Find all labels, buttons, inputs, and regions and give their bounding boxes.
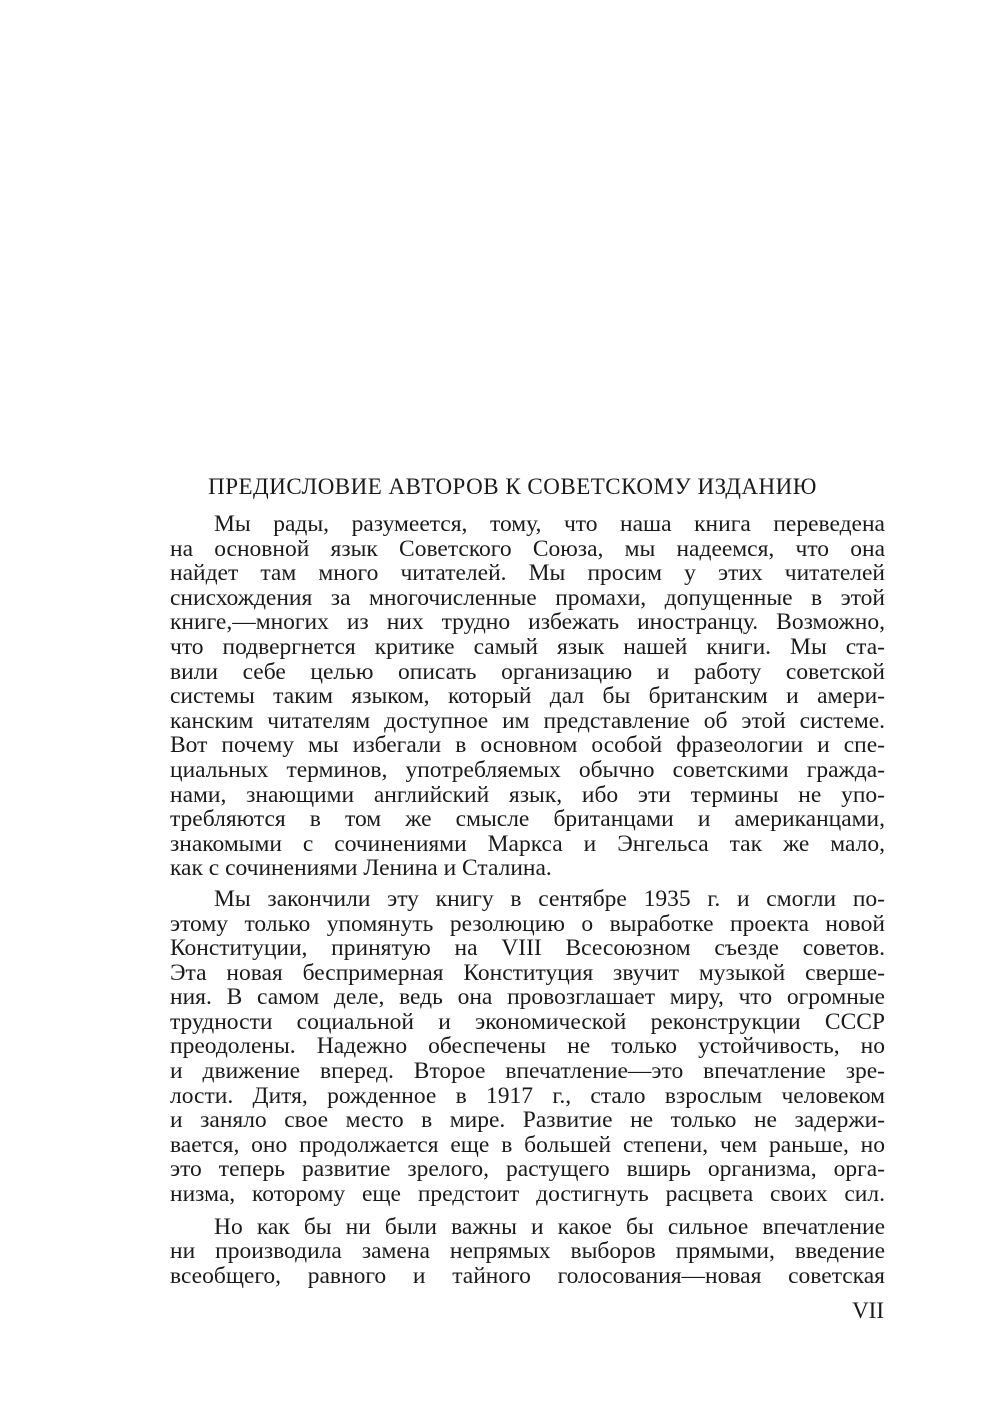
- text-line: Вот почему мы избегали в основном особой фразеологии и спе-: [170, 732, 885, 759]
- text-line: знакомыми с сочинениями Маркса и Энгельса так же мало,: [170, 830, 885, 857]
- text-line: требляются в том же смысле британцами и американцами,: [170, 806, 885, 833]
- text-line: книге,—многих из них трудно избежать иностранцу. Возможно,: [170, 609, 885, 636]
- text-line: циальных терминов, употребляемых обычно советскими гражда-: [170, 756, 885, 783]
- text-line: вается, оно продолжается еще в большей степени, чем раньше, но: [170, 1131, 885, 1158]
- text-line: на основной язык Советского Союза, мы надеемся, что она: [170, 535, 885, 562]
- body-text: [170, 512, 885, 1288]
- paragraph-2: [170, 887, 885, 1207]
- text-line: Эта новая беспримерная Конституция звучит музыкой сверше-: [170, 959, 885, 986]
- paragraph-3: [170, 1215, 885, 1289]
- text-line: что подвергнется критике самый язык нашей книги. Мы ста-: [170, 633, 885, 660]
- text-line: снисхождения за многочисленные промахи, допущенные в этой: [170, 584, 885, 611]
- text-line: Мы закончили эту книгу в сентябре 1935 г. и смогли по-: [214, 885, 885, 912]
- text-line: низма, которому еще предстоит достигнуть расцвета своих сил.: [170, 1181, 885, 1208]
- text-line: трудности социальной и экономической реконструкции СССР: [170, 1008, 885, 1035]
- text-line: канским читателям доступное им представление об этой системе.: [170, 707, 885, 734]
- text-line: ни производила замена непрямых выборов прямыми, введение: [170, 1238, 885, 1265]
- text-line: найдет там много читателей. Мы просим у этих читателей: [170, 560, 885, 587]
- text-line: всеобщего, равного и тайного голосования—новая советская: [170, 1262, 885, 1289]
- text-line: и заняло свое место в мире. Развитие не только не задержи-: [170, 1107, 885, 1134]
- text-line: Но как бы ни были важны и какое бы сильное впечатление: [214, 1213, 885, 1240]
- text-line: Конституции, принятую на VIII Всесоюзном съезде советов.: [170, 935, 885, 962]
- text-line: и движение вперед. Второе впечатление—это впечатление зре-: [170, 1058, 885, 1085]
- page-number: VII: [852, 1298, 884, 1323]
- text-line: это теперь развитие зрелого, растущего вширь организма, орга-: [170, 1156, 885, 1183]
- text-line: вили себе целью описать организацию и работу советской: [170, 658, 885, 685]
- text-line: преодолены. Надежно обеспечены не только устойчивость, но: [170, 1033, 885, 1060]
- text-line: нами, знающими английский язык, ибо эти термины не упо-: [170, 781, 885, 808]
- text-line: как с сочинениями Ленина и Сталина.: [170, 855, 552, 882]
- chapter-heading: ПРЕДИСЛОВИЕ АВТОРОВ К СОВЕТСКОМУ ИЗДАНИЮ: [208, 474, 817, 499]
- text-line: системы таким языком, который дал бы британским и амери-: [170, 683, 885, 710]
- text-line: этому только упомянуть резолюцию о выработке проекта новой: [170, 910, 885, 937]
- text-line: Мы рады, разумеется, тому, что наша книга переведена: [214, 511, 885, 537]
- paragraph-1: [170, 512, 885, 881]
- text-line: лости. Дитя, рожденное в 1917 г., стало взрослым человеком: [170, 1082, 885, 1109]
- text-line: ния. В самом деле, ведь она провозглашает миру, что огромные: [170, 984, 885, 1011]
